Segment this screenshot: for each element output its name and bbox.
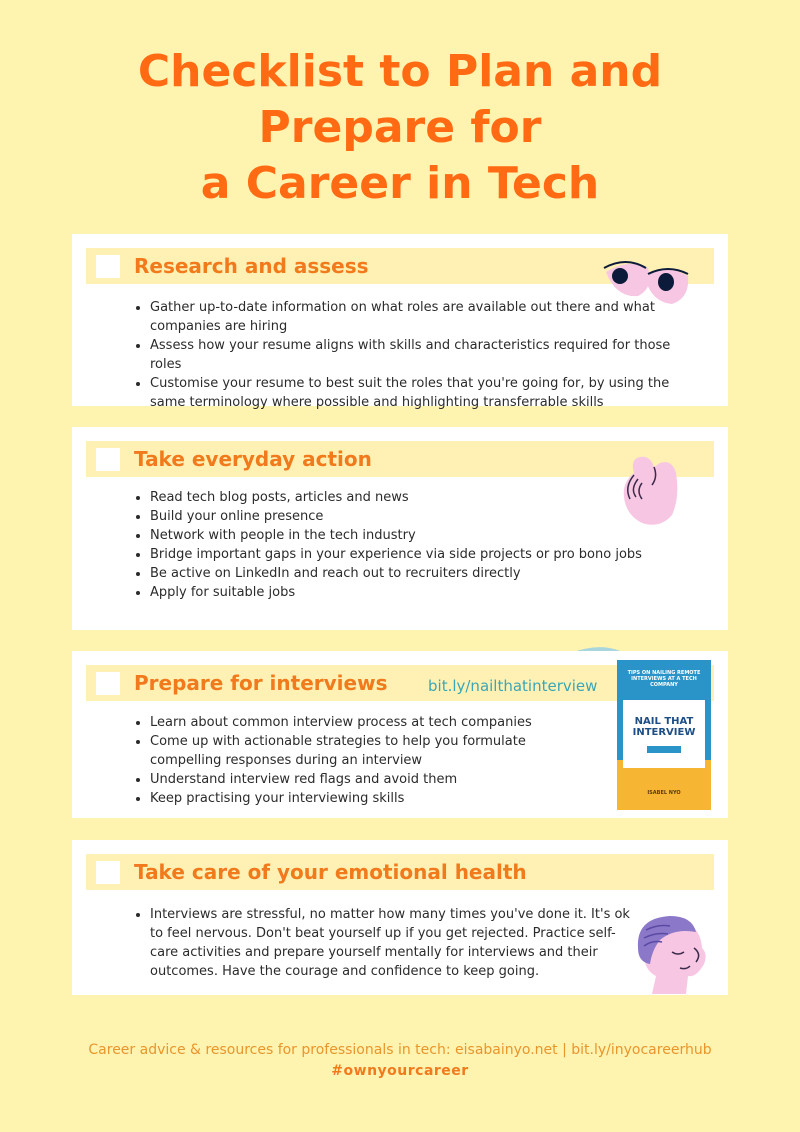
list-item: • Customise your resume to best suit the roles that you're going for, by using the same terminology where possible and highlighting transferrable skills	[150, 374, 690, 412]
checkbox[interactable]	[96, 672, 120, 695]
list-item: • Assess how your resume aligns with skills and characteristics required for those roles	[150, 336, 690, 374]
footer-text: Career advice & resources for professionals in tech: eisabainyo.net | bit.ly/inyocareerhub	[88, 1042, 712, 1058]
list-item: • Apply for suitable jobs	[150, 583, 690, 602]
list-item: • Bridge important gaps in your experience via side projects or pro bono jobs	[150, 545, 690, 564]
list-item: • Gather up-to-date information on what roles are available out there and what companies are hiring	[150, 298, 690, 336]
person-face-illustration	[630, 914, 716, 996]
book-tagline: TIPS ON NAILING REMOTE INTERVIEWS AT A TECH COMPANY	[627, 670, 701, 688]
checkbox[interactable]	[96, 448, 120, 471]
section-list	[132, 488, 690, 602]
list-item: • Interviews are stressful, no matter how many times you've done it. It's ok to feel nervous. Don't beat yourself up if you get rejected. Practice self-care activities and prepare yourself mentally for interviews and their outcomes. Have the courage and confidence to keep going.	[150, 905, 630, 981]
section-list	[132, 905, 630, 981]
list-item: • Be active on LinkedIn and reach out to recruiters directly	[150, 564, 690, 583]
book-link[interactable]: bit.ly/nailthatinterview	[428, 677, 598, 695]
list-item: • Network with people in the tech industry	[150, 526, 690, 545]
section-list	[132, 298, 690, 412]
section-interviews-card	[72, 651, 728, 818]
title-line-3: a Career in Tech	[200, 158, 600, 209]
checkbox[interactable]	[96, 861, 120, 884]
checkbox[interactable]	[96, 255, 120, 278]
section-research-card	[72, 234, 728, 410]
title-line-2: Prepare for	[258, 102, 542, 153]
section-title: Research and assess	[134, 254, 369, 278]
section-title: Prepare for interviews	[134, 671, 388, 695]
section-emotional-card	[72, 840, 728, 995]
book-title-panel	[623, 700, 705, 768]
title-line-1: Checklist to Plan and	[137, 46, 663, 97]
section-title: Take care of your emotional health	[134, 860, 527, 884]
book-cover	[617, 660, 711, 810]
list-item: • Keep practising your interviewing skills	[150, 789, 600, 808]
book-button-graphic	[647, 746, 681, 753]
list-item: • Learn about common interview process at tech companies	[150, 713, 600, 732]
section-everyday-card	[72, 427, 728, 630]
book-author: ISABEL NYO	[647, 790, 681, 796]
section-header	[86, 854, 714, 890]
book-title: NAIL THAT INTERVIEW	[632, 716, 696, 738]
page-title	[0, 44, 800, 212]
list-item: • Read tech blog posts, articles and news	[150, 488, 690, 507]
section-title: Take everyday action	[134, 447, 372, 471]
list-item: • Build your online presence	[150, 507, 690, 526]
list-item: • Come up with actionable strategies to help you formulate compelling responses during an interview	[150, 732, 600, 770]
footer-hashtag: #ownyourcareer	[331, 1063, 469, 1079]
section-list	[132, 713, 600, 808]
list-item: • Understand interview red flags and avoid them	[150, 770, 600, 789]
